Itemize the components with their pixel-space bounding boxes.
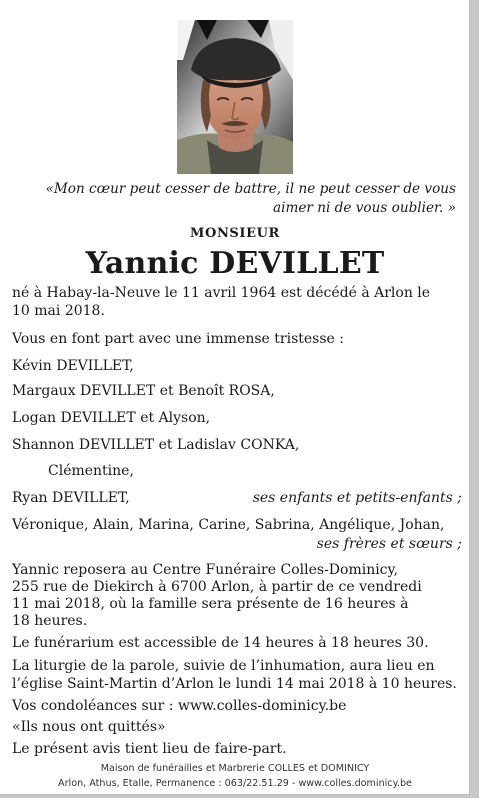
epitaph-quote bbox=[40, 180, 456, 218]
family-member-shannon: Shannon DEVILLET et Ladislav CONKA, bbox=[12, 437, 300, 453]
family-member-kevin: Kévin DEVILLET, bbox=[12, 358, 134, 374]
quote-line-2: aimer ni de vous oublier. » bbox=[273, 200, 456, 216]
footer-line-2: Arlon, Athus, Etalle, Permanence : 063/22.51.29 - www.colles.dominicy.be bbox=[58, 778, 412, 789]
notice-text: Le présent avis tient lieu de faire-part. bbox=[12, 741, 287, 757]
liturgy-line-1: La liturgie de la parole, suivie de l’inhumation, aura lieu en bbox=[12, 658, 435, 674]
siblings-label: ses frères et sœurs ; bbox=[316, 536, 462, 552]
liturgy-line-2: l’église Saint-Martin d’Arlon le lundi 14 mai 2018 à 10 heures. bbox=[12, 676, 457, 692]
funerarium-hours: Le funérarium est accessible de 14 heures à 18 heures 30. bbox=[12, 635, 429, 651]
family-member-logan: Logan DEVILLET et Alyson, bbox=[12, 410, 211, 426]
birth-line-2: 10 mai 2018. bbox=[12, 303, 105, 319]
family-member-ryan: Ryan DEVILLET, bbox=[12, 490, 130, 506]
announcement-text: Vous en font part avec une immense tristesse : bbox=[12, 331, 345, 347]
portrait-photo bbox=[177, 20, 293, 174]
repose-line-1: Yannic reposera au Centre Funéraire Colles-Dominicy, bbox=[12, 562, 399, 578]
family-member-clementine: Clémentine, bbox=[48, 463, 134, 479]
quitted-text: «Ils nous ont quittés» bbox=[12, 719, 166, 735]
birth-line-1: né à Habay-la-Neuve le 11 avril 1964 est décédé à Arlon le bbox=[12, 285, 431, 301]
footer-line-1: Maison de funérailles et Marbrerie COLLES et DOMINICY bbox=[100, 763, 370, 774]
repose-line-3: 11 mai 2018, où la famille sera présente de 16 heures à bbox=[12, 596, 409, 612]
deceased-name: Yannic DEVILLET bbox=[85, 246, 385, 281]
repose-line-2: 255 rue de Diekirch à 6700 Arlon, à partir de ce vendredi bbox=[12, 579, 422, 595]
repose-line-4: 18 heures. bbox=[12, 613, 88, 629]
condolences-text: Vos condoléances sur : www.colles-dominicy.be bbox=[12, 698, 347, 714]
children-label: ses enfants et petits-enfants ; bbox=[252, 490, 462, 506]
family-member-margaux: Margaux DEVILLET et Benoît ROSA, bbox=[12, 383, 275, 399]
siblings-list: Véronique, Alain, Marina, Carine, Sabrina, Angélique, Johan, bbox=[12, 517, 445, 533]
quote-line-1: «Mon cœur peut cesser de battre, il ne peut cesser de vous bbox=[45, 181, 456, 197]
honorific-title: MONSIEUR bbox=[190, 226, 280, 241]
